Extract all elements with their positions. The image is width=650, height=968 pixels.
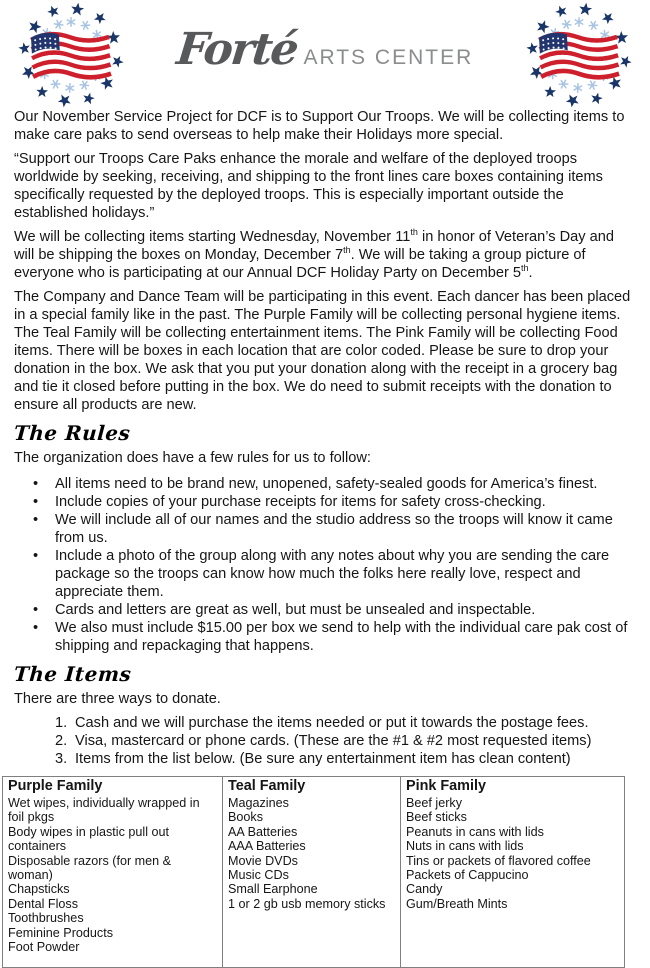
- ordinal-suffix: th: [520, 263, 529, 274]
- table-item: Candy: [406, 882, 443, 897]
- rule-item: [14, 511, 636, 547]
- list-number: 3.: [55, 751, 68, 767]
- rule-text: Cards and letters are great as well, but must be unsealed and inspectable.: [55, 602, 536, 618]
- brand-script-wordmark: Forté: [174, 24, 300, 75]
- donation-items-table: [2, 776, 625, 968]
- purple-family-column: [3, 777, 223, 968]
- rule-text: Include a photo of the group along with any notes about why you are sending the care package so the troops can know how much the folks here really love, respect and appreciate them.: [55, 548, 610, 600]
- document-body: [0, 106, 650, 768]
- table-item: Toothbrushes: [8, 911, 84, 926]
- table-item: 1 or 2 gb usb memory sticks: [228, 896, 386, 911]
- donate-option: [14, 750, 636, 768]
- paragraph-care-paks-quote: “Support our Troops Care Paks enhance the morale and welfare of the deployed troops worldwide by seeking, receiving, and shipping to the front lines care boxes containing items specifically requested by the deployed troops. This is especially important outside the established holidays.”: [14, 151, 603, 221]
- table-item: Chapsticks: [8, 882, 70, 897]
- table-item: Movie DVDs: [228, 853, 298, 868]
- table-item: AA Batteries: [228, 824, 298, 839]
- bullet-icon: •: [33, 602, 39, 618]
- table-item: Music CDs: [228, 868, 289, 883]
- column-header: Purple Family: [8, 778, 103, 794]
- bullet-icon: •: [33, 620, 39, 636]
- rule-item: [14, 547, 636, 601]
- bullet-icon: •: [33, 548, 39, 564]
- donate-option-text: Cash and we will purchase the items needed or put it towards the postage fees.: [75, 715, 589, 731]
- rule-item: [14, 493, 636, 511]
- rule-item: [14, 475, 636, 493]
- rule-text: Include copies of your purchase receipts for items for safety cross-checking.: [55, 494, 546, 510]
- rule-item: [14, 601, 636, 619]
- dates-text: . We will be taking a group picture of everyone who is participating at our Annual DCF Holiday Party on December 5: [14, 247, 586, 281]
- bullet-icon: •: [33, 476, 39, 492]
- paragraph-service-project: Our November Service Project for DCF is to Support Our Troops. We will be collecting items to make care paks to send overseas to help make their Holidays more special.: [14, 109, 625, 143]
- table-item: Tins or packets of flavored coffee: [406, 853, 591, 868]
- dates-text: in honor of Veteran’s Day and will be shipping the boxes on Monday, December 7: [14, 229, 614, 263]
- paragraph-collection-dates: [14, 228, 636, 282]
- bullet-icon: •: [33, 512, 39, 528]
- donate-option: [14, 732, 636, 750]
- table-item: Wet wipes, individually wrapped in foil pkgs: [8, 796, 200, 825]
- brand-caps-text: ARTS CENTER: [303, 46, 474, 69]
- rules-heading: The Rules: [13, 421, 132, 445]
- table-item: Books: [228, 810, 264, 825]
- table-item: Gum/Breath Mints: [406, 896, 508, 911]
- header: [0, 0, 650, 106]
- ordinal-suffix: th: [343, 245, 351, 256]
- table-item: Magazines: [228, 796, 289, 810]
- dates-text: .: [528, 265, 533, 281]
- table-item: Body wipes in plastic pull out containers: [8, 824, 170, 854]
- table-item: Dental Floss: [8, 896, 78, 911]
- table-item: Disposable razors (for men & woman): [8, 853, 172, 883]
- rule-text: We also must include $15.00 per box we send to help with the individual care pak cost of shipping and repackaging that happens.: [55, 620, 628, 654]
- list-number: 1.: [55, 715, 68, 731]
- table-item: Peanuts in cans with lids: [406, 824, 544, 839]
- brand-logo: [0, 24, 650, 75]
- table-item: Beef sticks: [406, 810, 467, 825]
- donation-table-wrap: [0, 776, 650, 968]
- rules-bullet-list: [14, 475, 636, 655]
- ordinal-suffix: th: [410, 227, 418, 238]
- bullet-icon: •: [33, 494, 39, 510]
- table-item: Small Earphone: [228, 882, 318, 897]
- items-heading: The Items: [13, 662, 133, 686]
- table-item: Foot Powder: [8, 940, 80, 955]
- pink-family-column: [401, 777, 625, 968]
- table-item: AAA Batteries: [228, 839, 306, 854]
- table-item: Feminine Products: [8, 925, 113, 940]
- dates-text: We will be collecting items starting Wednesday, November 11: [14, 229, 411, 245]
- donate-option-text: Visa, mastercard or phone cards. (These are the #1 & #2 most requested items): [75, 733, 592, 749]
- teal-family-column: [223, 777, 401, 968]
- rule-text: We will include all of our names and the studio address so the troops will know it came from us.: [55, 512, 613, 546]
- rules-intro: The organization does have a few rules for us to follow:: [14, 450, 371, 466]
- column-header: Pink Family: [406, 778, 486, 794]
- list-number: 2.: [55, 733, 68, 749]
- donate-option-text: Items from the list below. (Be sure any entertainment item has clean content): [75, 751, 571, 767]
- items-intro: There are three ways to donate.: [14, 691, 221, 707]
- table-item: Beef jerky: [406, 796, 462, 810]
- donate-options-list: [14, 714, 636, 768]
- rule-item: [14, 619, 636, 655]
- donate-option: [14, 714, 636, 732]
- column-header: Teal Family: [228, 778, 306, 794]
- table-item: Nuts in cans with lids: [406, 839, 524, 854]
- paragraph-families: The Company and Dance Team will be participating in this event. Each dancer has been placed in a special family like in the past. The Purple Family will be collecting personal hygiene items. The Teal Family will be collecting entertainment items. The Pink Family will be collecting Food items. There will be boxes in each location that are color coded. Please be sure to drop your donation in the box. We ask that you put your donation along with the receipt in a grocery bag and tie it closed before putting in the box. We do need to submit receipts with the donation to ensure all products are new.: [14, 289, 631, 413]
- rule-text: All items need to be brand new, unopened, safety-sealed goods for America’s finest.: [55, 476, 598, 492]
- table-item: Packets of Cappucino: [406, 868, 529, 883]
